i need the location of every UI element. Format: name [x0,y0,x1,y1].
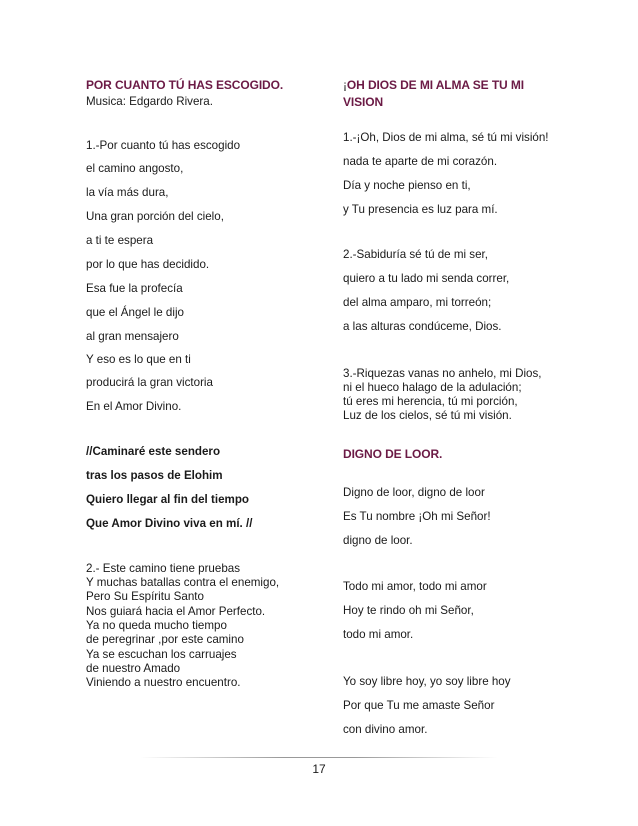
lyric-line: 1.-Por cuanto tú has escogido [86,139,241,152]
lyric-line: y Tu presencia es luz para mí. [343,203,498,216]
title-prefix: ¡ [343,78,347,92]
lyric-line: Yo soy libre hoy, yo soy libre hoy [343,675,511,688]
lyric-line: de peregrinar ,por este camino [86,633,244,646]
lyric-line: Nos guiará hacia el Amor Perfecto. [86,605,266,618]
lyric-line: por lo que has decidido. [86,258,210,271]
lyric-line: En el Amor Divino. [86,400,182,413]
lyric-line: de nuestro Amado [86,662,181,675]
lyric-line: Día y noche pienso en ti, [343,179,471,192]
lyric-line: con divino amor. [343,723,428,736]
lyric-line: Ya no queda mucho tiempo [86,619,227,632]
lyric-line: ni el hueco halago de la adulación; [343,381,522,394]
chorus-line: //Caminaré este sendero [86,445,221,458]
song-credit: Musica: Edgardo Rivera. [86,95,213,108]
lyric-line: Y eso es lo que en ti [86,353,191,366]
footer-divider [140,757,498,758]
lyric-line: 1.-¡Oh, Dios de mi alma, sé tú mi visión! [343,131,549,144]
lyric-line: la vía más dura, [86,186,169,199]
lyric-line: Esa fue la profecía [86,282,183,295]
lyric-line: 3.-Riquezas vanas no anhelo, mi Dios, [343,367,542,380]
chorus-line: Que Amor Divino viva en mí. // [86,517,253,530]
lyric-line: producirá la gran victoria [86,376,213,389]
lyric-line: que el Ángel le dijo [86,306,184,319]
song-title [343,78,524,92]
lyric-line: Pero Su Espíritu Santo [86,590,204,603]
lyric-line: Por que Tu me amaste Señor [343,699,495,712]
lyric-line: 2.-Sabiduría sé tú de mi ser, [343,248,488,261]
lyric-line: Una gran porción del cielo, [86,210,224,223]
song-title: POR CUANTO TÚ HAS ESCOGIDO. [86,78,284,92]
lyric-line: todo mi amor. [343,628,414,641]
chorus-line: tras los pasos de Elohim [86,469,223,482]
lyric-line: tú eres mi herencia, tú mi porción, [343,395,518,408]
song-title-line2: VISION [343,95,384,109]
lyric-line: Es Tu nombre ¡Oh mi Señor! [343,510,491,523]
lyric-line: el camino angosto, [86,162,184,175]
lyric-line: Digno de loor, digno de loor [343,486,485,499]
lyric-line: digno de loor. [343,534,413,547]
lyric-line: quiero a tu lado mi senda correr, [343,272,510,285]
song-title: DIGNO DE LOOR. [343,447,443,461]
lyric-line: Luz de los cielos, sé tú mi visión. [343,409,512,422]
chorus-line: Quiero llegar al fin del tiempo [86,493,249,506]
lyric-line: a ti te espera [86,234,154,247]
lyric-line: del alma amparo, mi torreón; [343,296,492,309]
title-text: OH DIOS DE MI ALMA SE TU MI [346,78,524,92]
lyric-line: Hoy te rindo oh mi Señor, [343,604,474,617]
lyric-line: Todo mi amor, todo mi amor [343,580,487,593]
lyric-line: nada te aparte de mi corazón. [343,155,498,168]
lyric-line: Y muchas batallas contra el enemigo, [86,576,280,589]
lyric-line: Viniendo a nuestro encuentro. [86,676,241,689]
lyric-line: Ya se escuchan los carruajes [86,648,237,661]
page-number: 17 [312,762,326,776]
lyric-line: 2.- Este camino tiene pruebas [86,562,241,575]
lyric-line: al gran mensajero [86,330,179,343]
lyric-line: a las alturas condúceme, Dios. [343,320,502,333]
